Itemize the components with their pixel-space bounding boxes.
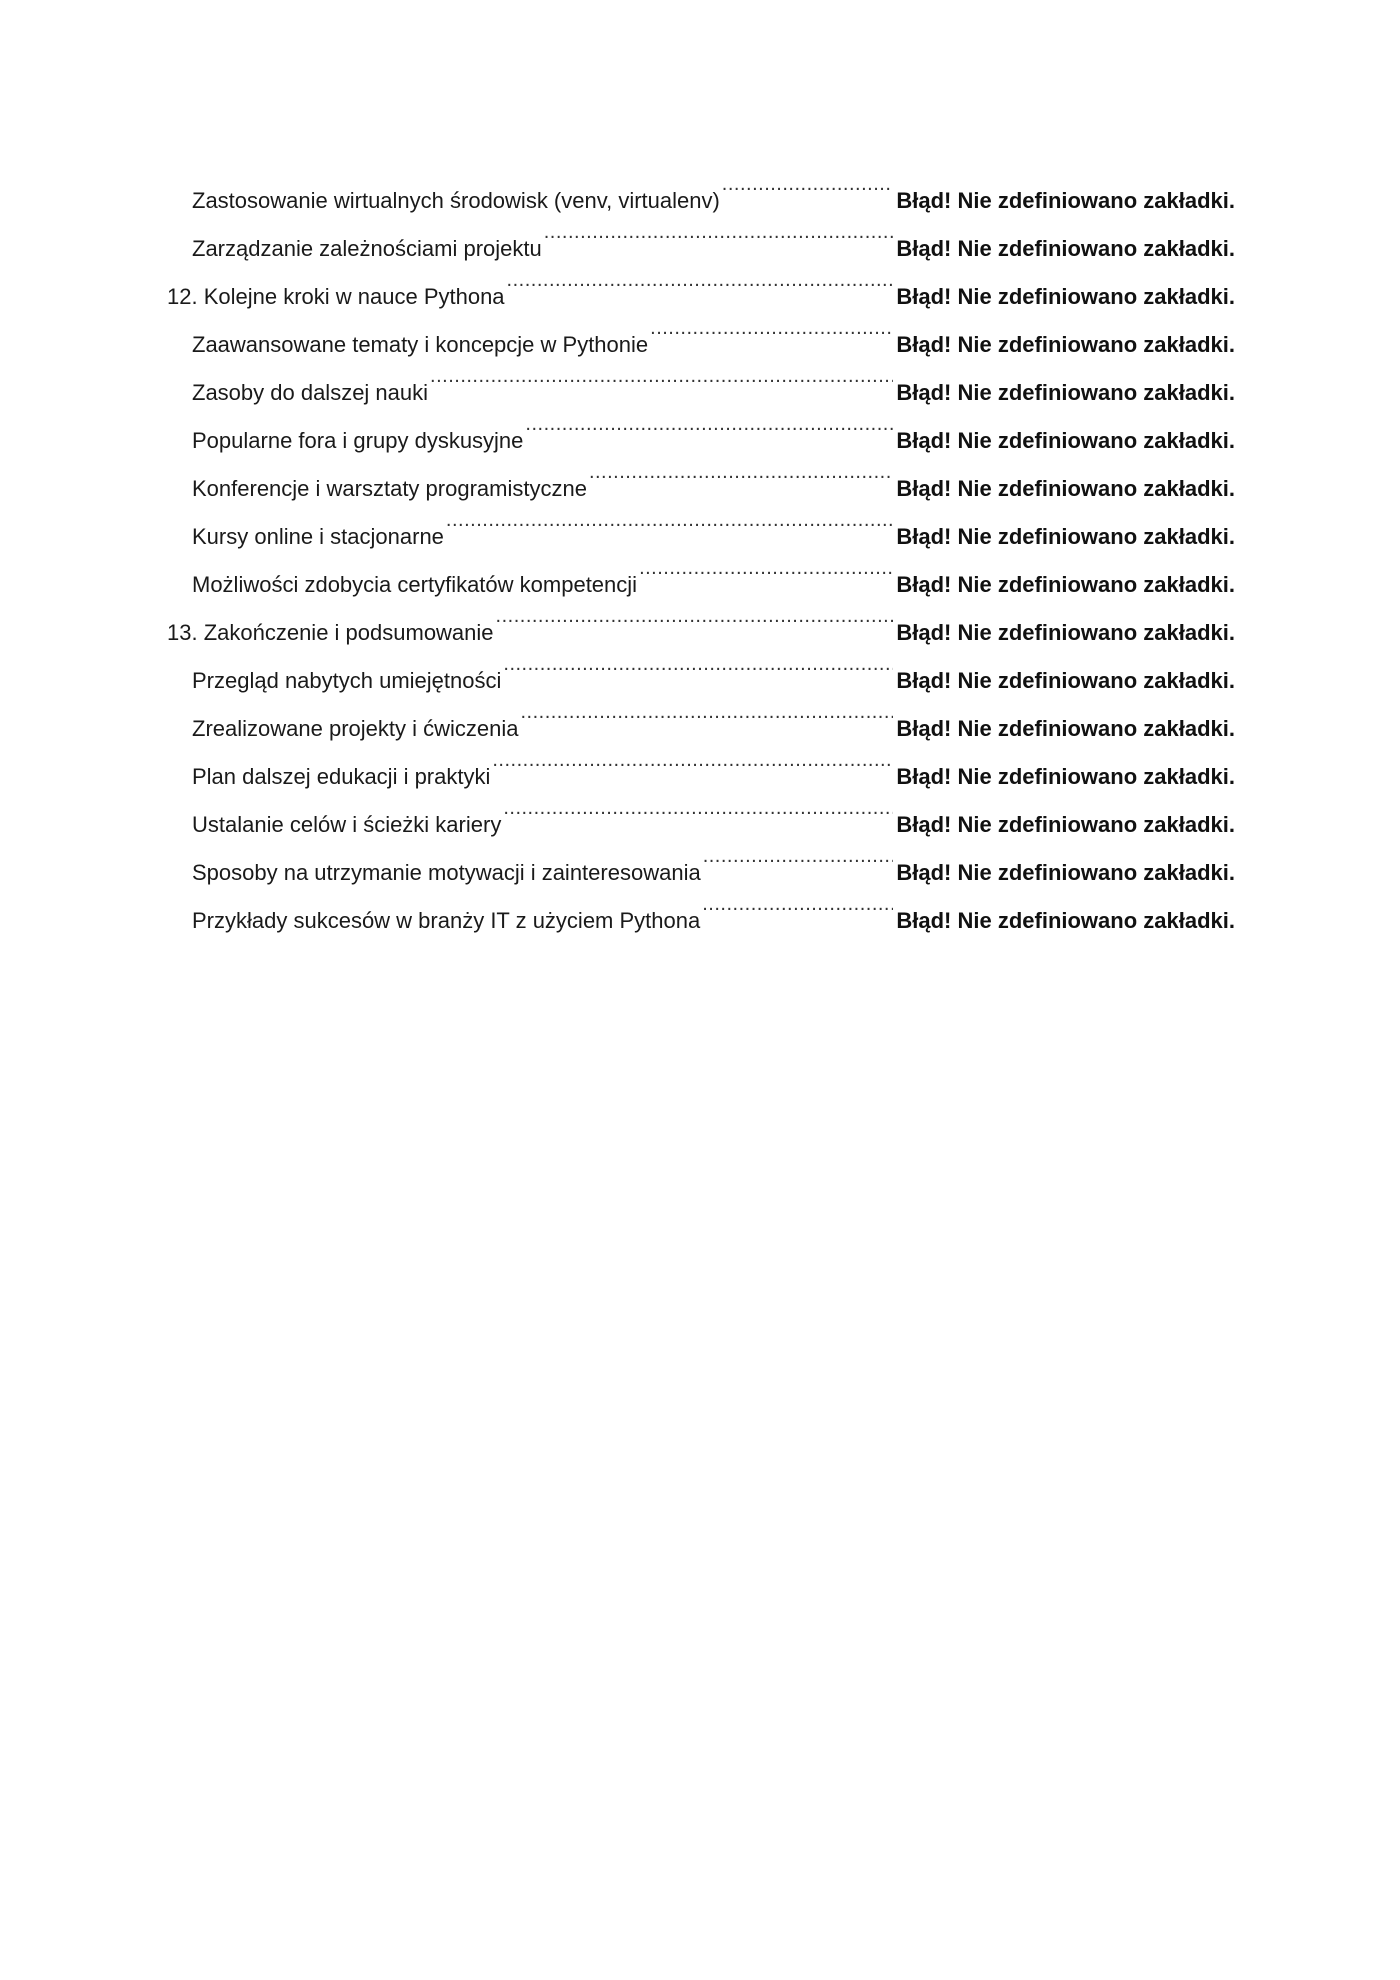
- toc-entry-title: Zastosowanie wirtualnych środowisk (venv, virtualenv): [192, 188, 720, 213]
- toc-entry-title: Możliwości zdobycia certyfikatów kompetencji: [192, 572, 638, 597]
- toc-entry-page-ref: Błąd! Nie zdefiniowano zakładki.: [896, 332, 1235, 357]
- toc-entry-title: Zrealizowane projekty i ćwiczenia: [192, 716, 519, 741]
- toc-entry-title: Zaawansowane tematy i koncepcje w Pythonie: [192, 332, 649, 357]
- toc-entry-title: Przykłady sukcesów w branży IT z użyciem Pythona: [192, 908, 701, 933]
- toc-entry-title: Kursy online i stacjonarne: [192, 524, 444, 549]
- dot-leader: [503, 784, 893, 832]
- toc-entry-page-ref: Błąd! Nie zdefiniowano zakładki.: [896, 764, 1235, 789]
- toc-entry-page-ref: Błąd! Nie zdefiniowano zakładki.: [896, 860, 1235, 885]
- toc-entry-page-ref: Błąd! Nie zdefiniowano zakładki.: [896, 668, 1235, 693]
- dot-leader: [446, 496, 893, 544]
- dot-leader: [503, 640, 893, 688]
- dot-leader: [639, 544, 893, 592]
- toc-entry-page-ref: Błąd! Nie zdefiniowano zakładki.: [896, 620, 1235, 645]
- toc-entry-title: 12. Kolejne kroki w nauce Pythona: [167, 284, 505, 309]
- toc-entry-page-ref: Błąd! Nie zdefiniowano zakładki.: [896, 380, 1235, 405]
- dot-leader: [430, 352, 893, 400]
- toc-entry[interactable]: [167, 160, 1235, 213]
- toc-entry-page-ref: Błąd! Nie zdefiniowano zakładki.: [896, 908, 1235, 933]
- dot-leader: [492, 736, 893, 784]
- dot-leader: [589, 448, 893, 496]
- toc-entry-title: Plan dalszej edukacji i praktyki: [192, 764, 491, 789]
- toc-entry-title: Konferencje i warsztaty programistyczne: [192, 476, 587, 501]
- toc-entry-page-ref: Błąd! Nie zdefiniowano zakładki.: [896, 188, 1235, 213]
- toc-entry-title: Zarządzanie zależnościami projektu: [192, 236, 542, 261]
- toc-entry-title: Popularne fora i grupy dyskusyjne: [192, 428, 524, 453]
- toc-entry-page-ref: Błąd! Nie zdefiniowano zakładki.: [896, 476, 1235, 501]
- toc-entry-title: Zasoby do dalszej nauki: [192, 380, 429, 405]
- dot-leader: [544, 208, 894, 256]
- dot-leader: [650, 304, 893, 352]
- dot-leader: [722, 160, 894, 208]
- toc-entry-page-ref: Błąd! Nie zdefiniowano zakładki.: [896, 572, 1235, 597]
- dot-leader: [520, 688, 893, 736]
- dot-leader: [525, 400, 893, 448]
- dot-leader: [507, 256, 894, 304]
- toc-entry-page-ref: Błąd! Nie zdefiniowano zakładki.: [896, 524, 1235, 549]
- toc-entry-page-ref: Błąd! Nie zdefiniowano zakładki.: [896, 284, 1235, 309]
- toc-entry-page-ref: Błąd! Nie zdefiniowano zakładki.: [896, 812, 1235, 837]
- toc-entry-title: Sposoby na utrzymanie motywacji i zainteresowania: [192, 860, 701, 885]
- toc-entry-title: Ustalanie celów i ścieżki kariery: [192, 812, 502, 837]
- toc-entry-page-ref: Błąd! Nie zdefiniowano zakładki.: [896, 236, 1235, 261]
- dot-leader: [496, 592, 894, 640]
- toc-entry-page-ref: Błąd! Nie zdefiniowano zakładki.: [896, 716, 1235, 741]
- table-of-contents: [167, 160, 1235, 933]
- toc-entry-title: Przegląd nabytych umiejętności: [192, 668, 502, 693]
- toc-entry-title: 13. Zakończenie i podsumowanie: [167, 620, 494, 645]
- toc-entry-page-ref: Błąd! Nie zdefiniowano zakładki.: [896, 428, 1235, 453]
- dot-leader: [702, 880, 893, 928]
- dot-leader: [703, 832, 894, 880]
